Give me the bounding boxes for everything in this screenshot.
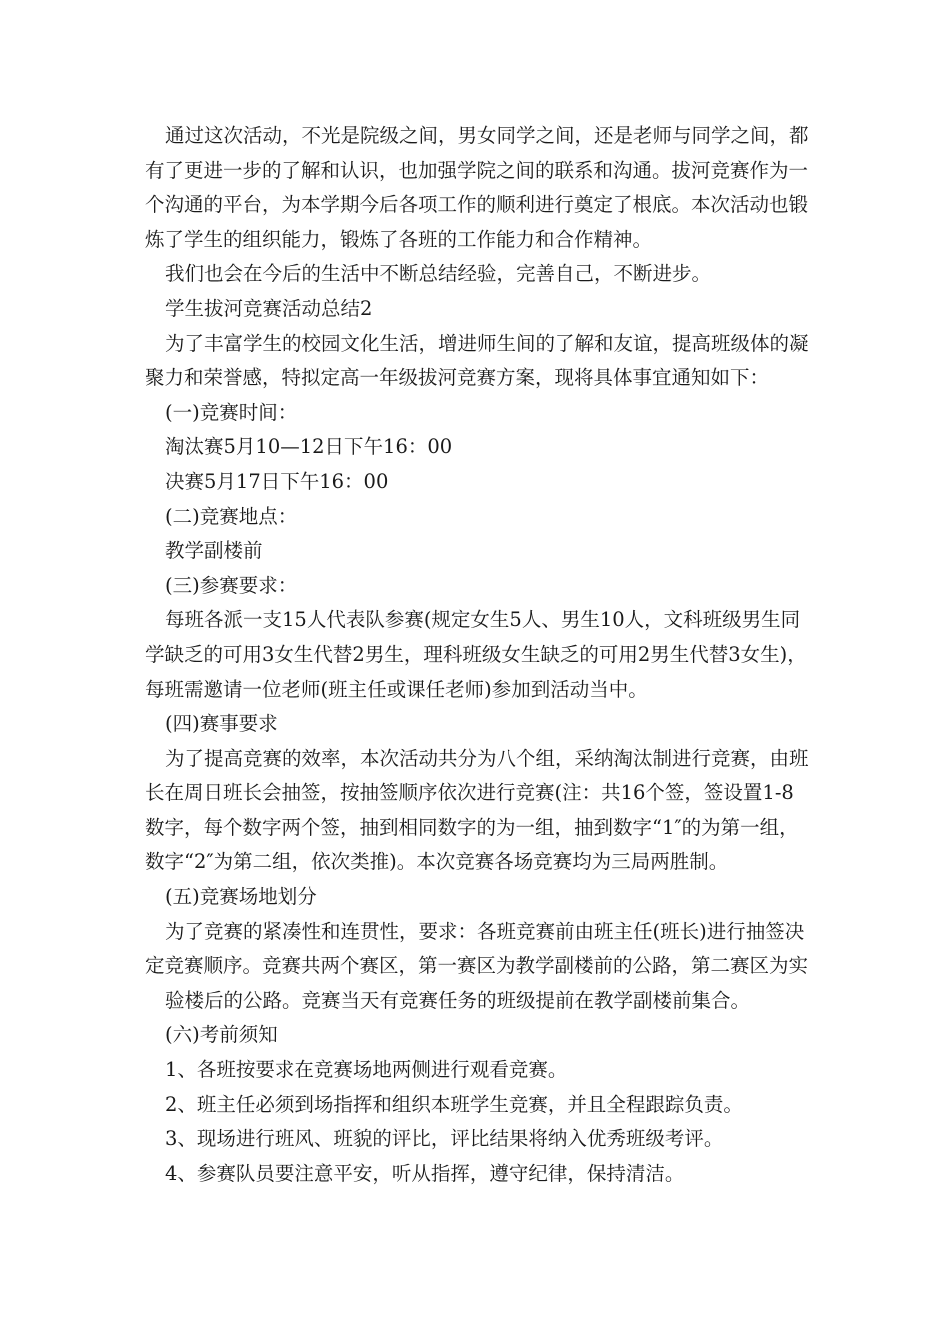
text-line: 为了丰富学生的校园文化生活，增进师生间的了解和友谊，提高班级体的凝 <box>165 331 809 355</box>
text-line: 数字，每个数字两个签，抽到相同数字的为一组，抽到数字“1″的为第一组， <box>145 815 799 839</box>
text-line: 1、各班按要求在竞赛场地两侧进行观看竞赛。 <box>165 1058 568 1082</box>
text-line: 4、参赛队员要注意平安，听从指挥，遵守纪律，保持清洁。 <box>165 1161 685 1185</box>
text-line: 淘汰赛5月10—12日下午16：00 <box>165 435 453 459</box>
text-line: 数字“2″为第二组，依次类推)。本次竞赛各场竞赛均为三局两胜制。 <box>145 850 729 874</box>
text-line: (二)竞赛地点： <box>165 504 298 528</box>
text-line: 2、班主任必须到场指挥和组织本班学生竞赛，并且全程跟踪负责。 <box>165 1092 743 1116</box>
text-line: 我们也会在今后的生活中不断总结经验，完善自己，不断进步。 <box>165 262 712 286</box>
text-line: (五)竞赛场地划分 <box>165 885 317 909</box>
text-line: 每班需邀请一位老师(班主任或课任老师)参加到活动当中。 <box>145 677 648 701</box>
text-line: 定竞赛顺序。竞赛共两个赛区，第一赛区为教学副楼前的公路，第二赛区为实 <box>145 954 809 978</box>
document-body <box>145 119 810 1191</box>
text-line: 为了提高竞赛的效率，本次活动共分为八个组，采纳淘汰制进行竞赛，由班 <box>165 746 809 770</box>
text-line: (一)竞赛时间： <box>165 400 298 424</box>
text-line: 学缺乏的可用3女生代替2男生，理科班级女生缺乏的可用2男生代替3女生)， <box>145 642 807 666</box>
text-line: 3、现场进行班风、班貌的评比，评比结果将纳入优秀班级考评。 <box>165 1127 724 1151</box>
text-line: (四)赛事要求 <box>165 712 278 736</box>
text-line: 炼了学生的组织能力，锻炼了各班的工作能力和合作精神。 <box>145 227 653 251</box>
text-line: (三)参赛要求： <box>165 573 298 597</box>
text-line: 通过这次活动，不光是院级之间，男女同学之间，还是老师与同学之间，都 <box>165 124 809 147</box>
text-line: 聚力和荣誉感，特拟定高一年级拔河竞赛方案，现将具体事宜通知如下： <box>145 366 770 390</box>
text-line: 个沟通的平台，为本学期今后各项工作的顺利进行奠定了根底。本次活动也锻 <box>145 193 809 217</box>
text-line: 为了竞赛的紧凑性和连贯性，要求：各班竞赛前由班主任(班长)进行抽签决 <box>165 919 805 943</box>
text-line: 有了更进一步的了解和认识，也加强学院之间的联系和沟通。拔河竞赛作为一 <box>145 158 809 182</box>
text-line: 学生拔河竞赛活动总结2 <box>165 296 373 320</box>
text-line: 验楼后的公路。竞赛当天有竞赛任务的班级提前在教学副楼前集合。 <box>165 988 751 1012</box>
text-line: 决赛5月17日下午16：00 <box>165 469 389 493</box>
text-line: (六)考前须知 <box>165 1023 278 1047</box>
text-line: 长在周日班长会抽签，按抽签顺序依次进行竞赛(注：共16个签，签设置1-8 <box>145 781 794 805</box>
text-line: 每班各派一支15人代表队参赛(规定女生5人、男生10人，文科班级男生同 <box>165 608 801 632</box>
text-line: 教学副楼前 <box>165 539 263 563</box>
